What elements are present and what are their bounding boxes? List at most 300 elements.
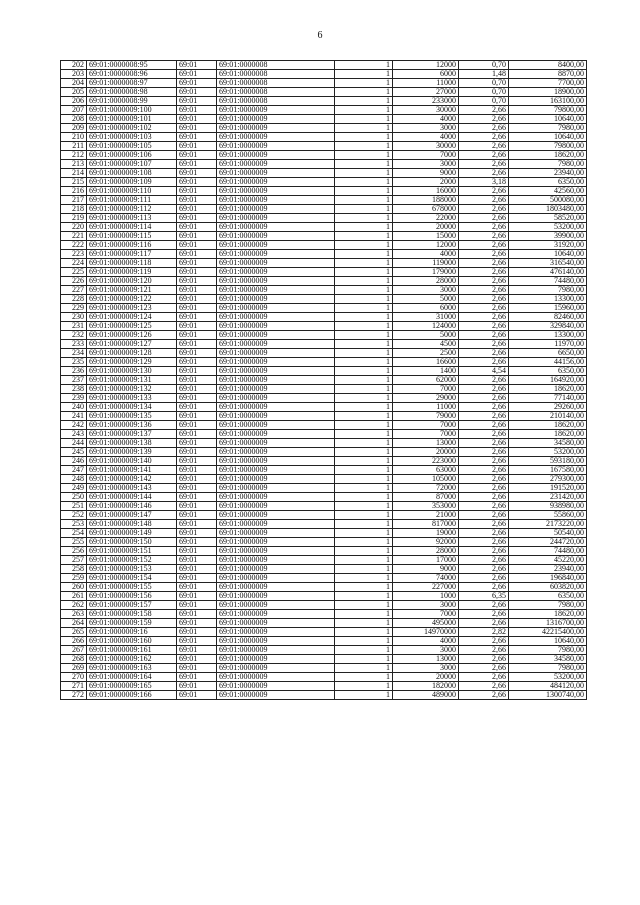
area-value-cell: 5000 — [393, 295, 459, 304]
plot-count-cell: 1 — [335, 439, 393, 448]
cadastral-quarter-cell: 69:01:0000009 — [217, 106, 335, 115]
cadastral-number-cell: 69:01:0000009:103 — [87, 133, 177, 142]
sum-value-cell: 34580,00 — [509, 655, 587, 664]
table-row — [61, 691, 587, 700]
table-row — [61, 322, 587, 331]
rate-value-cell: 2,66 — [459, 268, 509, 277]
plot-count-cell: 1 — [335, 484, 393, 493]
district-code-cell: 69:01 — [177, 430, 217, 439]
sum-value-cell: 1316700,00 — [509, 619, 587, 628]
district-code-cell: 69:01 — [177, 421, 217, 430]
plot-count-cell: 1 — [335, 448, 393, 457]
cadastral-number-cell: 69:01:0000009:120 — [87, 277, 177, 286]
cadastral-quarter-cell: 69:01:0000009 — [217, 124, 335, 133]
cadastral-quarter-cell: 69:01:0000009 — [217, 187, 335, 196]
row-number-cell: 234 — [61, 349, 87, 358]
area-value-cell: 1000 — [393, 592, 459, 601]
sum-value-cell: 7980,00 — [509, 601, 587, 610]
district-code-cell: 69:01 — [177, 124, 217, 133]
sum-value-cell: 39900,00 — [509, 232, 587, 241]
plot-count-cell: 1 — [335, 151, 393, 160]
area-value-cell: 4500 — [393, 340, 459, 349]
cadastral-quarter-cell: 69:01:0000009 — [217, 475, 335, 484]
table-row — [61, 151, 587, 160]
rate-value-cell: 2,66 — [459, 169, 509, 178]
rate-value-cell: 2,66 — [459, 610, 509, 619]
area-value-cell: 62000 — [393, 376, 459, 385]
area-value-cell: 87000 — [393, 493, 459, 502]
sum-value-cell: 77140,00 — [509, 394, 587, 403]
row-number-cell: 245 — [61, 448, 87, 457]
row-number-cell: 208 — [61, 115, 87, 124]
row-number-cell: 260 — [61, 583, 87, 592]
sum-value-cell: 500080,00 — [509, 196, 587, 205]
plot-count-cell: 1 — [335, 205, 393, 214]
cadastral-quarter-cell: 69:01:0000009 — [217, 133, 335, 142]
table-row — [61, 79, 587, 88]
rate-value-cell: 2,66 — [459, 151, 509, 160]
area-value-cell: 92000 — [393, 538, 459, 547]
plot-count-cell: 1 — [335, 601, 393, 610]
cadastral-quarter-cell: 69:01:0000008 — [217, 97, 335, 106]
cadastral-number-cell: 69:01:0000009:129 — [87, 358, 177, 367]
cadastral-number-cell: 69:01:0000009:158 — [87, 610, 177, 619]
sum-value-cell: 938980,00 — [509, 502, 587, 511]
cadastral-number-cell: 69:01:0000009:117 — [87, 250, 177, 259]
plot-count-cell: 1 — [335, 493, 393, 502]
plot-count-cell: 1 — [335, 97, 393, 106]
cadastral-quarter-cell: 69:01:0000009 — [217, 151, 335, 160]
row-number-cell: 210 — [61, 133, 87, 142]
district-code-cell: 69:01 — [177, 529, 217, 538]
row-number-cell: 202 — [61, 61, 87, 70]
cadastral-quarter-cell: 69:01:0000009 — [217, 349, 335, 358]
cadastral-quarter-cell: 69:01:0000009 — [217, 583, 335, 592]
district-code-cell: 69:01 — [177, 178, 217, 187]
rate-value-cell: 6,35 — [459, 592, 509, 601]
rate-value-cell: 2,66 — [459, 223, 509, 232]
cadastral-quarter-cell: 69:01:0000008 — [217, 70, 335, 79]
row-number-cell: 230 — [61, 313, 87, 322]
plot-count-cell: 1 — [335, 565, 393, 574]
district-code-cell: 69:01 — [177, 133, 217, 142]
district-code-cell: 69:01 — [177, 565, 217, 574]
table-row — [61, 259, 587, 268]
sum-value-cell: 164920,00 — [509, 376, 587, 385]
table-row — [61, 295, 587, 304]
area-value-cell: 30000 — [393, 142, 459, 151]
area-value-cell: 124000 — [393, 322, 459, 331]
rate-value-cell: 2,66 — [459, 358, 509, 367]
table-row — [61, 61, 587, 70]
area-value-cell: 3000 — [393, 286, 459, 295]
rate-value-cell: 2,66 — [459, 295, 509, 304]
district-code-cell: 69:01 — [177, 691, 217, 700]
sum-value-cell: 244720,00 — [509, 538, 587, 547]
cadastral-number-cell: 69:01:0000009:108 — [87, 169, 177, 178]
cadastral-number-cell: 69:01:0000009:134 — [87, 403, 177, 412]
rate-value-cell: 2,66 — [459, 439, 509, 448]
cadastral-number-cell: 69:01:0000009:144 — [87, 493, 177, 502]
row-number-cell: 206 — [61, 97, 87, 106]
district-code-cell: 69:01 — [177, 601, 217, 610]
row-number-cell: 262 — [61, 601, 87, 610]
cadastral-quarter-cell: 69:01:0000009 — [217, 331, 335, 340]
sum-value-cell: 55860,00 — [509, 511, 587, 520]
rate-value-cell: 0,70 — [459, 79, 509, 88]
rate-value-cell: 2,66 — [459, 502, 509, 511]
area-value-cell: 20000 — [393, 448, 459, 457]
sum-value-cell: 79800,00 — [509, 106, 587, 115]
plot-count-cell: 1 — [335, 583, 393, 592]
table-row — [61, 412, 587, 421]
table-row — [61, 466, 587, 475]
area-value-cell: 233000 — [393, 97, 459, 106]
plot-count-cell: 1 — [335, 142, 393, 151]
district-code-cell: 69:01 — [177, 214, 217, 223]
row-number-cell: 218 — [61, 205, 87, 214]
sum-value-cell: 329840,00 — [509, 322, 587, 331]
plot-count-cell: 1 — [335, 331, 393, 340]
cadastral-quarter-cell: 69:01:0000009 — [217, 223, 335, 232]
plot-count-cell: 1 — [335, 232, 393, 241]
cadastral-number-cell: 69:01:0000009:116 — [87, 241, 177, 250]
rate-value-cell: 2,66 — [459, 313, 509, 322]
rate-value-cell: 2,66 — [459, 385, 509, 394]
area-value-cell: 3000 — [393, 160, 459, 169]
district-code-cell: 69:01 — [177, 151, 217, 160]
cadastral-quarter-cell: 69:01:0000009 — [217, 655, 335, 664]
table-row — [61, 673, 587, 682]
cadastral-number-cell: 69:01:0000009:125 — [87, 322, 177, 331]
rate-value-cell: 2,66 — [459, 547, 509, 556]
cadastral-quarter-cell: 69:01:0000009 — [217, 628, 335, 637]
area-value-cell: 21000 — [393, 511, 459, 520]
rate-value-cell: 2,66 — [459, 376, 509, 385]
area-value-cell: 227000 — [393, 583, 459, 592]
district-code-cell: 69:01 — [177, 619, 217, 628]
district-code-cell: 69:01 — [177, 664, 217, 673]
row-number-cell: 236 — [61, 367, 87, 376]
cadastral-number-cell: 69:01:0000008:98 — [87, 88, 177, 97]
plot-count-cell: 1 — [335, 322, 393, 331]
area-value-cell: 11000 — [393, 403, 459, 412]
area-value-cell: 14970000 — [393, 628, 459, 637]
district-code-cell: 69:01 — [177, 295, 217, 304]
table-row — [61, 574, 587, 583]
district-code-cell: 69:01 — [177, 349, 217, 358]
table-row — [61, 133, 587, 142]
cadastral-quarter-cell: 69:01:0000009 — [217, 556, 335, 565]
area-value-cell: 20000 — [393, 223, 459, 232]
row-number-cell: 204 — [61, 79, 87, 88]
sum-value-cell: 13300,00 — [509, 295, 587, 304]
plot-count-cell: 1 — [335, 412, 393, 421]
sum-value-cell: 8400,00 — [509, 61, 587, 70]
cadastral-number-cell: 69:01:0000009:127 — [87, 340, 177, 349]
sum-value-cell: 163100,00 — [509, 97, 587, 106]
cadastral-quarter-cell: 69:01:0000009 — [217, 367, 335, 376]
plot-count-cell: 1 — [335, 457, 393, 466]
row-number-cell: 209 — [61, 124, 87, 133]
table-row — [61, 394, 587, 403]
cadastral-number-cell: 69:01:0000009:132 — [87, 385, 177, 394]
table-row — [61, 511, 587, 520]
sum-value-cell: 31920,00 — [509, 241, 587, 250]
cadastral-quarter-cell: 69:01:0000009 — [217, 241, 335, 250]
cadastral-quarter-cell: 69:01:0000009 — [217, 457, 335, 466]
row-number-cell: 254 — [61, 529, 87, 538]
cadastral-quarter-cell: 69:01:0000009 — [217, 115, 335, 124]
district-code-cell: 69:01 — [177, 385, 217, 394]
district-code-cell: 69:01 — [177, 628, 217, 637]
plot-count-cell: 1 — [335, 547, 393, 556]
area-value-cell: 28000 — [393, 547, 459, 556]
cadastral-quarter-cell: 69:01:0000009 — [217, 565, 335, 574]
district-code-cell: 69:01 — [177, 457, 217, 466]
plot-count-cell: 1 — [335, 286, 393, 295]
cadastral-quarter-cell: 69:01:0000009 — [217, 466, 335, 475]
rate-value-cell: 2,66 — [459, 322, 509, 331]
plot-count-cell: 1 — [335, 367, 393, 376]
plot-count-cell: 1 — [335, 295, 393, 304]
sum-value-cell: 23940,00 — [509, 565, 587, 574]
rate-value-cell: 2,66 — [459, 187, 509, 196]
plot-count-cell: 1 — [335, 619, 393, 628]
area-value-cell: 4000 — [393, 115, 459, 124]
district-code-cell: 69:01 — [177, 448, 217, 457]
cadastral-quarter-cell: 69:01:0000009 — [217, 322, 335, 331]
row-number-cell: 267 — [61, 646, 87, 655]
rate-value-cell: 3,18 — [459, 178, 509, 187]
rate-value-cell: 2,66 — [459, 241, 509, 250]
area-value-cell: 188000 — [393, 196, 459, 205]
sum-value-cell: 45220,00 — [509, 556, 587, 565]
plot-count-cell: 1 — [335, 160, 393, 169]
plot-count-cell: 1 — [335, 88, 393, 97]
plot-count-cell: 1 — [335, 637, 393, 646]
district-code-cell: 69:01 — [177, 412, 217, 421]
sum-value-cell: 42215400,00 — [509, 628, 587, 637]
rate-value-cell: 2,66 — [459, 619, 509, 628]
plot-count-cell: 1 — [335, 691, 393, 700]
cadastral-number-cell: 69:01:0000009:151 — [87, 547, 177, 556]
rate-value-cell: 2,66 — [459, 403, 509, 412]
cadastral-number-cell: 69:01:0000009:16 — [87, 628, 177, 637]
area-value-cell: 5000 — [393, 331, 459, 340]
cadastral-number-cell: 69:01:0000009:119 — [87, 268, 177, 277]
plot-count-cell: 1 — [335, 268, 393, 277]
table-row — [61, 277, 587, 286]
table-row — [61, 682, 587, 691]
plot-count-cell: 1 — [335, 628, 393, 637]
cadastral-quarter-cell: 69:01:0000009 — [217, 529, 335, 538]
cadastral-number-cell: 69:01:0000009:141 — [87, 466, 177, 475]
table-row — [61, 142, 587, 151]
plot-count-cell: 1 — [335, 376, 393, 385]
cadastral-number-cell: 69:01:0000009:137 — [87, 430, 177, 439]
rate-value-cell: 2,66 — [459, 691, 509, 700]
area-value-cell: 7000 — [393, 151, 459, 160]
cadastral-number-cell: 69:01:0000008:97 — [87, 79, 177, 88]
district-code-cell: 69:01 — [177, 277, 217, 286]
row-number-cell: 266 — [61, 637, 87, 646]
row-number-cell: 224 — [61, 259, 87, 268]
cadastral-quarter-cell: 69:01:0000009 — [217, 340, 335, 349]
row-number-cell: 226 — [61, 277, 87, 286]
rate-value-cell: 2,66 — [459, 115, 509, 124]
cadastral-quarter-cell: 69:01:0000008 — [217, 61, 335, 70]
sum-value-cell: 18620,00 — [509, 385, 587, 394]
cadastral-number-cell: 69:01:0000009:100 — [87, 106, 177, 115]
district-code-cell: 69:01 — [177, 250, 217, 259]
cadastral-quarter-cell: 69:01:0000009 — [217, 574, 335, 583]
cadastral-number-cell: 69:01:0000009:102 — [87, 124, 177, 133]
rate-value-cell: 2,66 — [459, 457, 509, 466]
table-row — [61, 196, 587, 205]
cadastral-quarter-cell: 69:01:0000009 — [217, 403, 335, 412]
cadastral-quarter-cell: 69:01:0000009 — [217, 232, 335, 241]
row-number-cell: 238 — [61, 385, 87, 394]
row-number-cell: 216 — [61, 187, 87, 196]
plot-count-cell: 1 — [335, 556, 393, 565]
cadastral-number-cell: 69:01:0000009:159 — [87, 619, 177, 628]
sum-value-cell: 1300740,00 — [509, 691, 587, 700]
row-number-cell: 255 — [61, 538, 87, 547]
district-code-cell: 69:01 — [177, 403, 217, 412]
sum-value-cell: 6650,00 — [509, 349, 587, 358]
district-code-cell: 69:01 — [177, 520, 217, 529]
area-value-cell: 119000 — [393, 259, 459, 268]
cadastral-number-cell: 69:01:0000009:166 — [87, 691, 177, 700]
cadastral-number-cell: 69:01:0000009:135 — [87, 412, 177, 421]
cadastral-quarter-cell: 69:01:0000009 — [217, 421, 335, 430]
row-number-cell: 257 — [61, 556, 87, 565]
sum-value-cell: 6350,00 — [509, 367, 587, 376]
table-row — [61, 403, 587, 412]
row-number-cell: 264 — [61, 619, 87, 628]
sum-value-cell: 18620,00 — [509, 421, 587, 430]
district-code-cell: 69:01 — [177, 466, 217, 475]
cadastral-quarter-cell: 69:01:0000009 — [217, 286, 335, 295]
cadastral-number-cell: 69:01:0000009:123 — [87, 304, 177, 313]
cadastral-number-cell: 69:01:0000009:128 — [87, 349, 177, 358]
sum-value-cell: 58520,00 — [509, 214, 587, 223]
plot-count-cell: 1 — [335, 475, 393, 484]
table-row — [61, 124, 587, 133]
row-number-cell: 244 — [61, 439, 87, 448]
area-value-cell: 7000 — [393, 610, 459, 619]
cadastral-quarter-cell: 69:01:0000009 — [217, 448, 335, 457]
rate-value-cell: 2,66 — [459, 511, 509, 520]
plot-count-cell: 1 — [335, 124, 393, 133]
area-value-cell: 9000 — [393, 169, 459, 178]
plot-count-cell: 1 — [335, 259, 393, 268]
sum-value-cell: 10640,00 — [509, 133, 587, 142]
row-number-cell: 232 — [61, 331, 87, 340]
area-value-cell: 3000 — [393, 664, 459, 673]
plot-count-cell: 1 — [335, 529, 393, 538]
area-value-cell: 105000 — [393, 475, 459, 484]
land-registry-table — [60, 60, 587, 700]
district-code-cell: 69:01 — [177, 358, 217, 367]
plot-count-cell: 1 — [335, 70, 393, 79]
table-row — [61, 241, 587, 250]
cadastral-number-cell: 69:01:0000009:118 — [87, 259, 177, 268]
area-value-cell: 182000 — [393, 682, 459, 691]
cadastral-number-cell: 69:01:0000009:130 — [87, 367, 177, 376]
sum-value-cell: 196840,00 — [509, 574, 587, 583]
rate-value-cell: 2,66 — [459, 106, 509, 115]
table-row — [61, 205, 587, 214]
plot-count-cell: 1 — [335, 655, 393, 664]
district-code-cell: 69:01 — [177, 313, 217, 322]
cadastral-quarter-cell: 69:01:0000009 — [217, 160, 335, 169]
cadastral-quarter-cell: 69:01:0000009 — [217, 214, 335, 223]
cadastral-number-cell: 69:01:0000009:112 — [87, 205, 177, 214]
district-code-cell: 69:01 — [177, 61, 217, 70]
table-row — [61, 250, 587, 259]
row-number-cell: 220 — [61, 223, 87, 232]
row-number-cell: 252 — [61, 511, 87, 520]
cadastral-number-cell: 69:01:0000009:121 — [87, 286, 177, 295]
rate-value-cell: 0,70 — [459, 97, 509, 106]
sum-value-cell: 7980,00 — [509, 160, 587, 169]
row-number-cell: 270 — [61, 673, 87, 682]
table-row — [61, 655, 587, 664]
cadastral-number-cell: 69:01:0000009:106 — [87, 151, 177, 160]
sum-value-cell: 13300,00 — [509, 331, 587, 340]
table-row — [61, 367, 587, 376]
district-code-cell: 69:01 — [177, 583, 217, 592]
row-number-cell: 215 — [61, 178, 87, 187]
cadastral-number-cell: 69:01:0000009:143 — [87, 484, 177, 493]
area-value-cell: 3000 — [393, 124, 459, 133]
area-value-cell: 9000 — [393, 565, 459, 574]
cadastral-number-cell: 69:01:0000008:99 — [87, 97, 177, 106]
sum-value-cell: 210140,00 — [509, 412, 587, 421]
table-row — [61, 304, 587, 313]
cadastral-number-cell: 69:01:0000009:113 — [87, 214, 177, 223]
cadastral-number-cell: 69:01:0000009:110 — [87, 187, 177, 196]
area-value-cell: 7000 — [393, 430, 459, 439]
sum-value-cell: 7980,00 — [509, 124, 587, 133]
plot-count-cell: 1 — [335, 304, 393, 313]
sum-value-cell: 7700,00 — [509, 79, 587, 88]
area-value-cell: 353000 — [393, 502, 459, 511]
cadastral-number-cell: 69:01:0000009:154 — [87, 574, 177, 583]
row-number-cell: 207 — [61, 106, 87, 115]
cadastral-quarter-cell: 69:01:0000009 — [217, 259, 335, 268]
rate-value-cell: 2,66 — [459, 601, 509, 610]
area-value-cell: 29000 — [393, 394, 459, 403]
plot-count-cell: 1 — [335, 646, 393, 655]
rate-value-cell: 2,66 — [459, 250, 509, 259]
row-number-cell: 256 — [61, 547, 87, 556]
district-code-cell: 69:01 — [177, 205, 217, 214]
row-number-cell: 219 — [61, 214, 87, 223]
area-value-cell: 495000 — [393, 619, 459, 628]
sum-value-cell: 18620,00 — [509, 430, 587, 439]
cadastral-number-cell: 69:01:0000009:124 — [87, 313, 177, 322]
plot-count-cell: 1 — [335, 466, 393, 475]
area-value-cell: 7000 — [393, 421, 459, 430]
sum-value-cell: 593180,00 — [509, 457, 587, 466]
cadastral-quarter-cell: 69:01:0000009 — [217, 277, 335, 286]
rate-value-cell: 2,66 — [459, 214, 509, 223]
cadastral-quarter-cell: 69:01:0000009 — [217, 385, 335, 394]
district-code-cell: 69:01 — [177, 241, 217, 250]
